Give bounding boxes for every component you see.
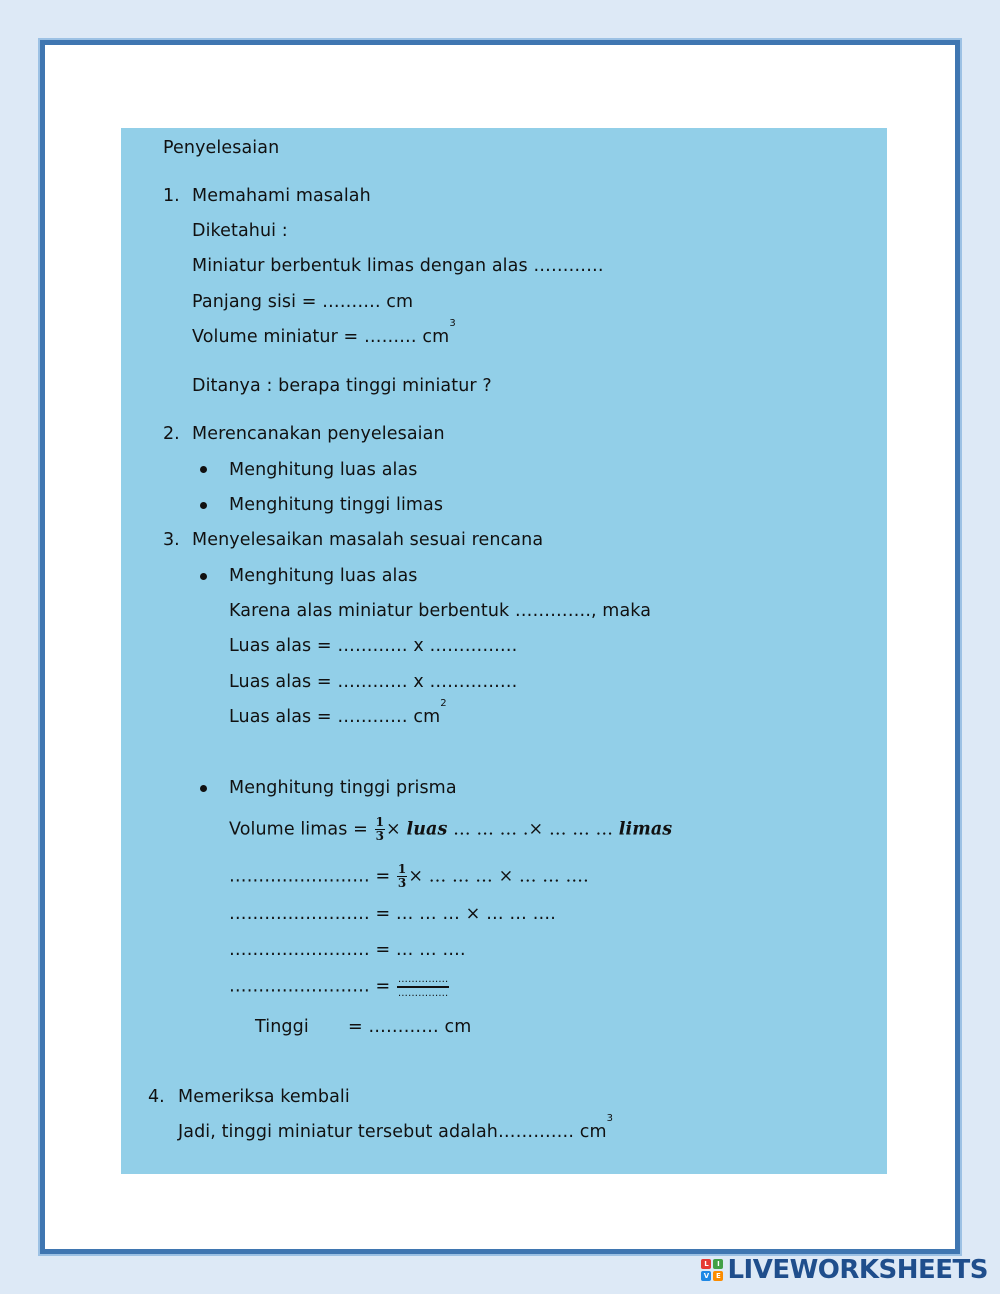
- known-line-side: Panjang sisi = ………. cm: [192, 292, 414, 312]
- step1-title: Memahami masalah: [192, 186, 371, 206]
- bullet-icon: [200, 785, 207, 792]
- step3-title: Menyelesaikan masalah sesuai rencana: [192, 530, 544, 550]
- known-line-base: Miniatur berbentuk limas dengan alas …………: [192, 256, 604, 276]
- fraction-one-third: $\frac{1}{3}$: [397, 862, 407, 890]
- volume-formula: Volume limas = $\frac{1}{3}$ × luas … … … .× … … … limas: [229, 815, 673, 843]
- brand-name: LIVEWORKSHEETS: [727, 1255, 988, 1285]
- bullet-icon: [200, 573, 207, 580]
- step2-title: Merencanakan penyelesaian: [192, 424, 445, 444]
- conclusion-line: Jadi, tinggi miniatur tersebut adalah…………. $cm^3$: [178, 1113, 614, 1142]
- bullet-icon: [200, 466, 207, 473]
- tinggi-label: Tinggi: [255, 1017, 309, 1037]
- blank-fraction: $\frac{\dots\dots\dots\dots\dots}{\dots\dots\dots\dots\dots}$: [397, 974, 449, 999]
- step3-number: 3.: [163, 530, 180, 550]
- tinggi-value: = ………… cm: [348, 1017, 472, 1037]
- solution-panel: [121, 128, 887, 1174]
- bullet-icon: [200, 502, 207, 509]
- step4-number: 4.: [148, 1087, 165, 1107]
- plan-item: Menghitung luas alas: [229, 460, 418, 480]
- known-line-volume: Volume miniatur = ……… $cm^3$: [192, 318, 456, 347]
- equation-line-3: …………………… = … … ….: [229, 940, 466, 960]
- equation-line-2: …………………… = … … … × … … ….: [229, 904, 556, 924]
- karena-line: Karena alas miniatur berbentuk …………., maka: [229, 601, 652, 621]
- equation-line-1: …………………… = $\frac{1}{3}$ × … … … × … … ….: [229, 862, 589, 890]
- fraction-one-third: $\frac{1}{3}$: [375, 815, 385, 843]
- sub-step-tinggi: Menghitung tinggi prisma: [229, 778, 457, 798]
- sub-step-luas-alas: Menghitung luas alas: [229, 566, 418, 586]
- logo-grid-icon: L I V E: [701, 1259, 723, 1281]
- step4-title: Memeriksa kembali: [178, 1087, 350, 1107]
- heading: Penyelesaian: [163, 138, 280, 158]
- luas-line-2: Luas alas = ………… x ……………: [229, 672, 518, 692]
- luas-line-3: Luas alas = ………… $cm^2$: [229, 698, 447, 727]
- plan-item: Menghitung tinggi limas: [229, 495, 444, 515]
- equation-line-4: …………………… = $\frac{\dots\dots\dots\dots\dots}{\dots\dots\dots\dots\dots}$: [229, 974, 449, 999]
- step1-number: 1.: [163, 186, 180, 206]
- asked-line: Ditanya : berapa tinggi miniatur ?: [192, 376, 492, 396]
- known-label: Diketahui :: [192, 221, 288, 241]
- liveworksheets-logo: [701, 1256, 988, 1284]
- step2-number: 2.: [163, 424, 180, 444]
- luas-line-1: Luas alas = ………… x ……………: [229, 636, 518, 656]
